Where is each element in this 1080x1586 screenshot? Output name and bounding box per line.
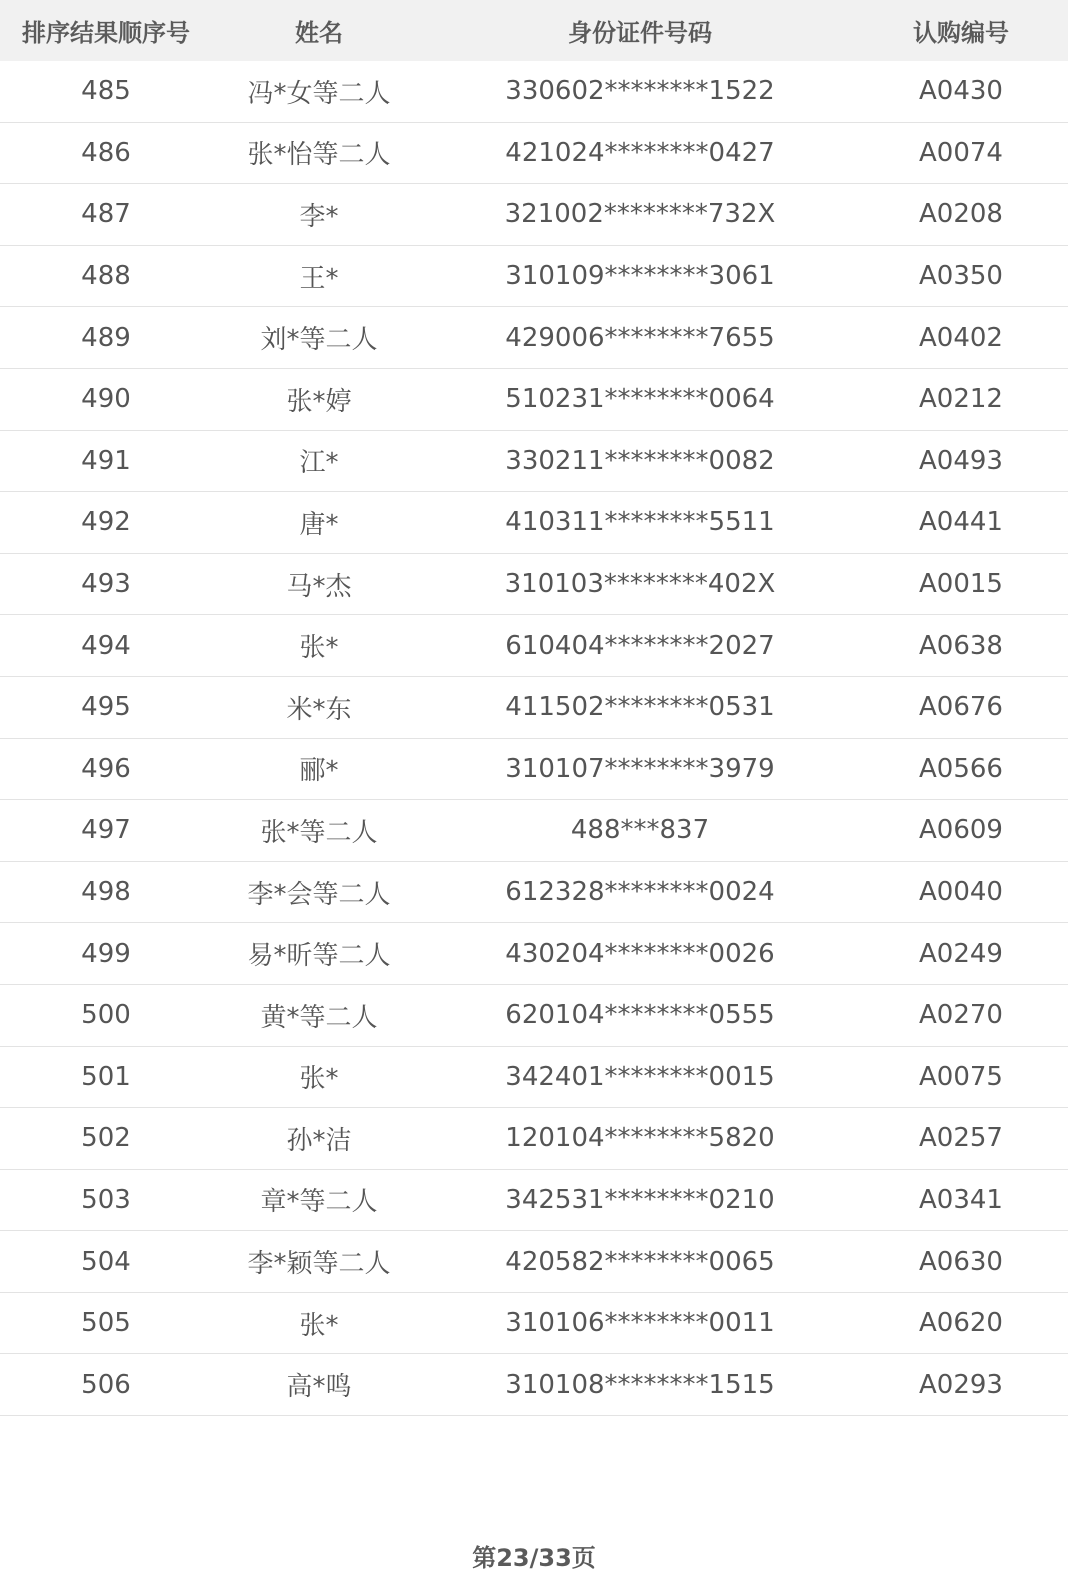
cell-id-number: 310103********402X bbox=[504, 569, 776, 600]
cell-id-number: 488***837 bbox=[570, 815, 710, 846]
table-row bbox=[0, 1047, 1068, 1109]
cell-id-number: 421024********0427 bbox=[505, 137, 775, 168]
table-row bbox=[0, 554, 1068, 616]
cell-id-number: 410311********5511 bbox=[505, 507, 775, 538]
cell-subscription-number: A0249 bbox=[919, 938, 1003, 969]
table-row bbox=[0, 431, 1068, 493]
cell-sequence-number: 487 bbox=[81, 199, 131, 230]
cell-sequence-number: 485 bbox=[81, 76, 131, 107]
cell-sequence-number: 499 bbox=[81, 938, 131, 969]
cell-name: 李*会等二人 bbox=[247, 879, 391, 910]
cell-subscription-number: A0040 bbox=[919, 877, 1003, 908]
cell-sequence-number: 498 bbox=[81, 877, 131, 908]
cell-subscription-number: A0075 bbox=[919, 1061, 1003, 1092]
cell-subscription-number: A0208 bbox=[919, 199, 1003, 230]
cell-subscription-number: A0015 bbox=[919, 569, 1003, 600]
cell-id-number: 610404********2027 bbox=[505, 630, 775, 661]
table-row bbox=[0, 369, 1068, 431]
cell-id-number: 310106********0011 bbox=[505, 1308, 775, 1339]
cell-id-number: 612328********0024 bbox=[505, 877, 775, 908]
cell-subscription-number: A0638 bbox=[919, 630, 1003, 661]
cell-subscription-number: A0402 bbox=[919, 322, 1003, 353]
cell-sequence-number: 491 bbox=[81, 445, 131, 476]
header-sequence-number: 排序结果顺序号 bbox=[22, 19, 190, 47]
cell-sequence-number: 488 bbox=[81, 261, 131, 292]
table-row bbox=[0, 1293, 1068, 1355]
cell-sequence-number: 490 bbox=[81, 384, 131, 415]
cell-sequence-number: 486 bbox=[81, 137, 131, 168]
cell-id-number: 411502********0531 bbox=[505, 692, 775, 723]
cell-id-number: 429006********7655 bbox=[505, 322, 775, 353]
cell-subscription-number: A0341 bbox=[919, 1184, 1003, 1215]
table-row bbox=[0, 1170, 1068, 1232]
cell-name: 张*等二人 bbox=[260, 817, 378, 848]
cell-name: 黄*等二人 bbox=[260, 1002, 378, 1033]
cell-id-number: 420582********0065 bbox=[505, 1246, 775, 1277]
cell-id-number: 620104********0555 bbox=[505, 1000, 775, 1031]
cell-sequence-number: 505 bbox=[81, 1308, 131, 1339]
cell-name: 孙*洁 bbox=[286, 1125, 352, 1156]
table-row bbox=[0, 184, 1068, 246]
cell-id-number: 342531********0210 bbox=[505, 1184, 775, 1215]
table-row bbox=[0, 307, 1068, 369]
cell-subscription-number: A0074 bbox=[919, 137, 1003, 168]
cell-name: 易*昕等二人 bbox=[247, 941, 391, 972]
table-header bbox=[0, 0, 1068, 61]
cell-sequence-number: 492 bbox=[81, 507, 131, 538]
cell-id-number: 321002********732X bbox=[504, 199, 776, 230]
table-row bbox=[0, 862, 1068, 924]
cell-name: 李*颖等二人 bbox=[247, 1249, 391, 1280]
cell-subscription-number: A0293 bbox=[919, 1369, 1003, 1400]
cell-name: 张* bbox=[299, 633, 339, 664]
cell-name: 张*怡等二人 bbox=[247, 140, 391, 171]
cell-subscription-number: A0676 bbox=[919, 692, 1003, 723]
cell-sequence-number: 502 bbox=[81, 1123, 131, 1154]
cell-id-number: 310109********3061 bbox=[505, 261, 775, 292]
cell-id-number: 342401********0015 bbox=[505, 1061, 775, 1092]
cell-sequence-number: 496 bbox=[81, 753, 131, 784]
table-row bbox=[0, 677, 1068, 739]
cell-sequence-number: 500 bbox=[81, 1000, 131, 1031]
cell-sequence-number: 506 bbox=[81, 1369, 131, 1400]
cell-name: 冯*女等二人 bbox=[247, 78, 391, 109]
table-row bbox=[0, 123, 1068, 185]
table-body bbox=[0, 61, 1068, 1416]
cell-subscription-number: A0609 bbox=[919, 815, 1003, 846]
cell-subscription-number: A0630 bbox=[919, 1246, 1003, 1277]
table-row bbox=[0, 615, 1068, 677]
cell-subscription-number: A0430 bbox=[919, 76, 1003, 107]
cell-id-number: 310107********3979 bbox=[505, 753, 775, 784]
cell-sequence-number: 503 bbox=[81, 1184, 131, 1215]
table-row bbox=[0, 1231, 1068, 1293]
header-name: 姓名 bbox=[295, 19, 343, 47]
cell-name: 马*杰 bbox=[286, 571, 352, 602]
table-row bbox=[0, 1354, 1068, 1416]
table-row bbox=[0, 492, 1068, 554]
cell-id-number: 310108********1515 bbox=[505, 1369, 775, 1400]
table-row bbox=[0, 1108, 1068, 1170]
cell-subscription-number: A0566 bbox=[919, 753, 1003, 784]
page-indicator: 第23/33页 bbox=[472, 1544, 596, 1572]
table-row bbox=[0, 739, 1068, 801]
cell-sequence-number: 501 bbox=[81, 1061, 131, 1092]
cell-name: 章*等二人 bbox=[260, 1187, 378, 1218]
header-subscription-number: 认购编号 bbox=[913, 19, 1009, 47]
header-id-number: 身份证件号码 bbox=[568, 19, 712, 47]
cell-name: 唐* bbox=[299, 509, 339, 540]
cell-subscription-number: A0212 bbox=[919, 384, 1003, 415]
cell-subscription-number: A0257 bbox=[919, 1123, 1003, 1154]
cell-name: 张* bbox=[299, 1064, 339, 1095]
cell-name: 米*东 bbox=[286, 694, 352, 725]
cell-subscription-number: A0350 bbox=[919, 261, 1003, 292]
cell-sequence-number: 504 bbox=[81, 1246, 131, 1277]
cell-id-number: 330602********1522 bbox=[505, 76, 775, 107]
table-row bbox=[0, 61, 1068, 123]
cell-id-number: 430204********0026 bbox=[505, 938, 775, 969]
cell-name: 高*鸣 bbox=[286, 1372, 352, 1403]
cell-name: 李* bbox=[299, 201, 339, 232]
cell-sequence-number: 495 bbox=[81, 692, 131, 723]
cell-name: 王* bbox=[299, 263, 339, 294]
table-row bbox=[0, 800, 1068, 862]
cell-id-number: 510231********0064 bbox=[505, 384, 775, 415]
table-row bbox=[0, 246, 1068, 308]
cell-name: 张* bbox=[299, 1310, 339, 1341]
cell-sequence-number: 494 bbox=[81, 630, 131, 661]
cell-sequence-number: 497 bbox=[81, 815, 131, 846]
cell-subscription-number: A0441 bbox=[919, 507, 1003, 538]
cell-name: 张*婷 bbox=[286, 386, 352, 417]
cell-subscription-number: A0493 bbox=[919, 445, 1003, 476]
cell-name: 郦* bbox=[299, 756, 339, 787]
cell-name: 刘*等二人 bbox=[260, 325, 378, 356]
cell-subscription-number: A0270 bbox=[919, 1000, 1003, 1031]
cell-id-number: 120104********5820 bbox=[505, 1123, 775, 1154]
table-row bbox=[0, 985, 1068, 1047]
table-row bbox=[0, 923, 1068, 985]
cell-subscription-number: A0620 bbox=[919, 1308, 1003, 1339]
cell-sequence-number: 493 bbox=[81, 569, 131, 600]
cell-id-number: 330211********0082 bbox=[505, 445, 775, 476]
cell-sequence-number: 489 bbox=[81, 322, 131, 353]
cell-name: 江* bbox=[299, 448, 339, 479]
